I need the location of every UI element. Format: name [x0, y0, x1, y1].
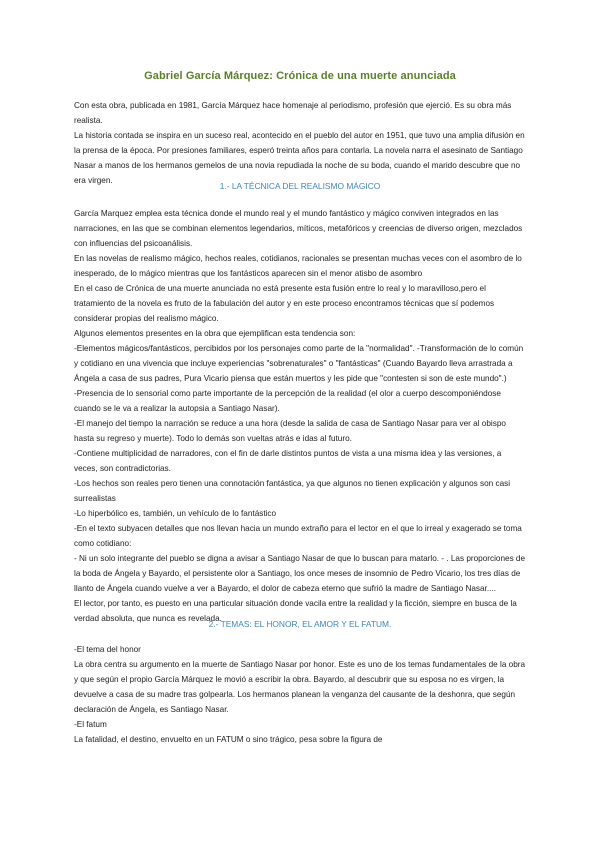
list-item: -Los hechos son reales pero tienen una connotación fantástica, ya que algunos no tienen explicación y algunos son casi surrealistas — [74, 479, 511, 503]
list-item: -El manejo del tiempo la narración se reduce a una hora (desde la salida de casa de Santiago Nasar para ver al obispo hasta su regreso y muerte). Todo lo demás son vueltas atrás e idas al futuro. — [74, 419, 506, 443]
section-temas-body — [74, 642, 526, 747]
list-item: -Elementos mágicos/fantásticos, percibidos por los personajes como parte de la "normalidad". -Transformación de lo común y cotidiano en una vivencia que incluye experiencias "sobrenaturales" o "fantásticas" (Cuando Bayardo lleva arrastrada a Ángela a casa de sus padres, Pura Vicario piensa que están muertos y les pide que "contesten si son de este mundo".) — [74, 344, 524, 383]
intro-paragraph: La historia contada se inspira en un suceso real, acontecido en el pueblo del autor en 1951, que tuvo una amplia difusión en la prensa de la época. Por presiones familiares, esperó treinta años para contarla. La novela narra el asesinato de Santiago Nasar a manos de los hermanos gemelos de una novia repudiada la noche de su boda, cuando el marido descubre que no era virgen. — [74, 131, 525, 185]
list-item: - Ni un solo integrante del pueblo se digna a avisar a Santiago Nasar de que lo buscan para matarlo. - . Las proporciones de la boda de Ángela y Bayardo, el persistente olor a Santiago, los once meses de insomnio de Pedro Vicario, los tres días de llanto de Ángela cuando vuelve a ver a Bayardo, el dolor de cabeza eterno que sufrió la madre de Santiago Nasar.... — [74, 554, 526, 593]
paragraph: La obra centra su argumento en la muerte de Santiago Nasar por honor. Este es uno de los temas fundamentales de la obra y que según el propio García Márquez le movió a escribir la obra. Bayardo, al descubrir que su esposa no es virgen, la devuelve a casa de su madre tras golpearla. Los hermanos planean la venganza del causante de la deshonra, que según declaración de Ángela, es Santiago Nasar. — [74, 660, 526, 714]
subheading: -El tema del honor — [74, 645, 141, 654]
list-item: -Contiene multiplicidad de narradores, con el fin de darle distintos puntos de vista a una misma idea y las versiones, a veces, son contradictorias. — [74, 449, 502, 473]
paragraph: García Marquez emplea esta técnica donde el mundo real y el mundo fantástico y mágico conviven integrados en las narraciones, en las que se combinan elementos legendarios, míticos, metafóricos y creencias de diverso origen, mezclados con influencias del psicoanálisis. — [74, 209, 523, 248]
paragraph: Algunos elementos presentes en la obra que ejemplifican esta tendencia son: — [74, 329, 356, 338]
section-heading-realismo-magico: 1.- LA TÉCNICA DEL REALISMO MÁGICO — [219, 181, 381, 191]
document-title: Gabriel García Márquez: Crónica de una muerte anunciada — [144, 70, 456, 82]
list-item: -En el texto subyacen detalles que nos llevan hacia un mundo extraño para el lector en el que lo irreal y exagerado se toma como cotidiano: — [74, 524, 522, 548]
paragraph: El lector, por tanto, es puesto en una particular situación donde vacila entre la realidad y la ficción, siempre en busca de la verdad absoluta, que nunca es revelada. — [74, 599, 517, 623]
paragraph: En las novelas de realismo mágico, hechos reales, cotidianos, racionales se presentan muchas veces con el asombro de lo inesperado, de lo mágico mientras que los fantásticos aparecen sin el menor atisbo de asombro — [74, 254, 522, 278]
list-item: -Lo hiperbólico es, también, un vehículo de lo fantástico — [74, 509, 277, 518]
list-item: -Presencia de lo sensorial como parte importante de la percepción de la realidad (el olor a cuerpo descomponiéndose cuando se le va a realizar la autopsia a Santiago Nasar). — [74, 389, 501, 413]
intro-paragraph: Con esta obra, publicada en 1981, García Márquez hace homenaje al periodismo, profesión que ejerció. Es su obra más realista. — [74, 101, 512, 125]
subheading: -El fatum — [74, 720, 107, 729]
paragraph: La fatalidad, el destino, envuelto en un FATUM o sino trágico, pesa sobre la figura de — [74, 735, 383, 744]
section-heading-temas: 2.- TEMAS: EL HONOR, EL AMOR Y EL FATUM. — [208, 619, 392, 629]
intro-block — [74, 98, 526, 188]
section-realismo-magico-body — [74, 206, 526, 626]
paragraph: En el caso de Crónica de una muerte anunciada no está presente esta fusión entre lo real y lo maravilloso,pero el tratamiento de la novela es fruto de la fabulación del autor y en este proceso encontramos técnicas que sí podemos considerar propias del realismo mágico. — [74, 284, 495, 323]
